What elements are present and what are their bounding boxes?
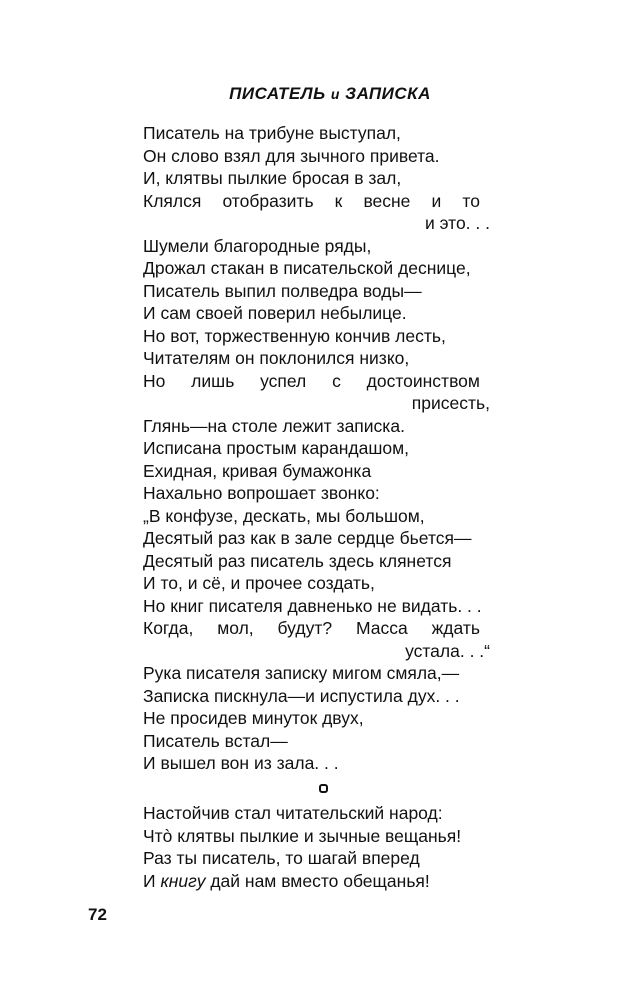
poem-line: И вышел вон из зала. . . bbox=[143, 753, 339, 773]
word: отобразить bbox=[222, 190, 314, 211]
word: к bbox=[334, 190, 343, 211]
poem-line: Но вот, торжественную кончив лесть, bbox=[143, 325, 446, 346]
page-number: 72 bbox=[88, 905, 107, 924]
word: Но bbox=[143, 370, 166, 391]
emphasized-word: книгу bbox=[160, 870, 206, 891]
word: достоинством bbox=[366, 370, 480, 391]
poem-line: Настойчив стал читательский народ: bbox=[143, 803, 443, 823]
poem-line-last bbox=[143, 870, 538, 893]
last-line-start: И bbox=[143, 870, 161, 891]
word: с bbox=[332, 370, 341, 391]
poem-line: Писатель встал— bbox=[143, 730, 288, 751]
poem-line: Писатель выпил полведра воды— bbox=[143, 280, 422, 301]
poem-line: Чтò клятвы пылкие и зычные вещанья! bbox=[143, 825, 462, 846]
poem-line: Он слово взял для зычного привета. bbox=[143, 145, 440, 166]
poem-line: Ехидная, кривая бумажонка bbox=[143, 460, 372, 481]
word: лишь bbox=[191, 370, 235, 391]
poem-line: Раз ты писатель, то шагай вперед bbox=[143, 848, 420, 868]
poem-line: Не просидев минуток двух, bbox=[143, 708, 364, 728]
poem-stanza-main bbox=[143, 122, 538, 775]
poem-stanza-ending bbox=[143, 802, 538, 892]
word: будут? bbox=[277, 618, 333, 638]
word: и bbox=[431, 190, 442, 211]
poem-line-continuation: устала. . .“ bbox=[405, 640, 490, 661]
poem-line: Записка пискнула—и испустила дух. . . bbox=[143, 685, 460, 706]
poem-line: Рука писателя записку мигом смяла,— bbox=[143, 663, 460, 683]
poem-line: Дрожал стакан в писательской деснице, bbox=[143, 258, 471, 278]
title-and: и bbox=[330, 86, 340, 102]
poem-line: И то, и сё, и прочее создать, bbox=[143, 573, 375, 593]
word: успел bbox=[260, 370, 307, 391]
poem-line: Глянь—на столе лежит записка. bbox=[143, 415, 405, 436]
poem-line-justified bbox=[143, 617, 538, 640]
poem-line: И, клятвы пылкие бросая в зал, bbox=[143, 168, 402, 188]
poem-line-justified bbox=[143, 370, 538, 393]
word: Клялся bbox=[143, 190, 202, 211]
poem-line: Писатель на трибуне выступал, bbox=[143, 123, 401, 143]
word: весне bbox=[363, 190, 411, 211]
title-part2: ЗАПИСКА bbox=[339, 84, 431, 103]
poem-line: Нахально вопрошает звонко: bbox=[143, 483, 380, 503]
poem-line-continuation: и это. . . bbox=[424, 213, 490, 233]
poem-line: Но книг писателя давненько не видать. . . bbox=[143, 595, 482, 616]
poem-line: „В конфузе, дескать, мы большом, bbox=[143, 505, 425, 526]
poem-line: Шумели благородные ряды, bbox=[143, 235, 372, 256]
poem-line: Исписана простым карандашом, bbox=[143, 438, 410, 458]
poem-title bbox=[200, 84, 460, 104]
word: Масса bbox=[355, 618, 408, 638]
word: Когда, bbox=[143, 618, 194, 638]
title-part1: ПИСАТЕЛЬ bbox=[229, 84, 331, 103]
word: то bbox=[462, 190, 480, 211]
word: ждать bbox=[431, 618, 480, 638]
poem-line: Десятый раз как в зале сердце бьется— bbox=[143, 528, 472, 548]
poem-line: И сам своей поверил небылице. bbox=[143, 303, 407, 323]
poem-line-justified bbox=[143, 190, 538, 213]
last-line-end: дай нам вместо обещанья! bbox=[205, 870, 430, 891]
poem-line-continuation: присесть, bbox=[411, 393, 490, 413]
stanza-divider-mark bbox=[319, 784, 328, 793]
poem-line: Десятый раз писатель здесь клянется bbox=[143, 550, 452, 571]
word: мол, bbox=[217, 618, 254, 638]
poem-line: Читателям он поклонился низко, bbox=[143, 348, 410, 368]
